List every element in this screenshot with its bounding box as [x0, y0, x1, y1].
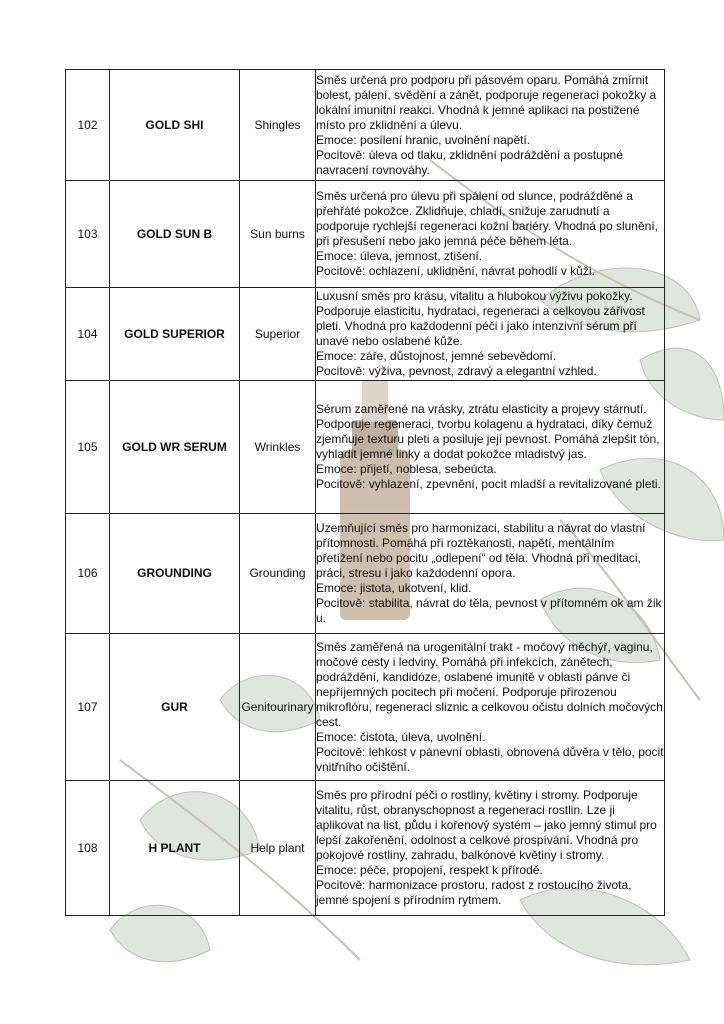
description-text: Směs určená pro podporu při pásovém oparu. Pomáhá zmírnit bolest, pálení, svědění a zánět, podporuje regeneraci pokožky a lokální imunitní reakci. Vhodná k jemné aplikaci na postižené místo pro zklidnění a úlevu. — [316, 72, 657, 132]
description-feelings: Pocitově: harmonizace prostoru, radost z rostoucího života, jemné spojení s přírodním rytmem. — [316, 878, 632, 907]
description-text: Podporuje elasticitu, hydrataci, regeneraci a celkovou zářivost pleti. Vhodná pro každodenní péči i jako intenzivní sérum pří unavé nebo oslabené kůže. — [316, 304, 645, 348]
description-emotions: Emoce: čistota, úleva, uvolnění. — [316, 729, 486, 744]
product-number: 106 — [66, 514, 110, 634]
product-description — [316, 381, 665, 514]
description-text: Uzemňující směs pro harmonizaci, stabilitu a návrat do vlastní přítomnosti. Pomáhá při roztěkanosti, napětí, mentálním přetížení nebo pocitu „odlepení“ od těla. Vhodná při meditaci, práci, stresu i jako každodenní opora. — [316, 521, 646, 580]
product-number: 104 — [66, 288, 110, 381]
product-name: GOLD SUPERIOR — [110, 288, 240, 381]
product-english-name: Shingles — [240, 70, 316, 181]
description-emotions: Emoce: úleva, jemnost, ztišení. — [316, 249, 483, 263]
table-row — [66, 381, 665, 514]
product-description — [316, 70, 665, 181]
product-number: 103 — [66, 181, 110, 288]
product-name: GUR — [110, 634, 240, 781]
description-emotions: Emoce: jistota, ukotvení, klid. — [316, 581, 472, 595]
table-row — [66, 634, 665, 781]
description-emotions: Emoce: posílení hranic, uvolnění napětí. — [316, 132, 531, 147]
product-english-name: Grounding — [240, 514, 316, 634]
description-feelings: Pocitově: vyhlazení, zpevnění, pocit mladší a revitalizované pleti. — [316, 477, 661, 491]
product-number: 105 — [66, 381, 110, 514]
description-feelings: Pocitově: úleva od tlaku, zklidnění podráždění a postupné navracení rovnováhy. — [316, 147, 623, 177]
product-name: GROUNDING — [110, 514, 240, 634]
product-description — [316, 514, 665, 634]
product-name: H PLANT — [110, 781, 240, 916]
product-description — [316, 634, 665, 781]
product-description — [316, 781, 665, 916]
description-feelings: Pocitově: stabilita, návrat do těla, pevnost v přítomném ok am žik u. — [316, 596, 662, 625]
product-number: 102 — [66, 70, 110, 181]
product-name: GOLD SUN B — [110, 181, 240, 288]
product-description — [316, 181, 665, 288]
product-english-name: Genitourinary — [240, 634, 316, 781]
description-emotions: Emoce: záře, důstojnost, jemné sebevědomí. — [316, 349, 557, 363]
description-feelings: Pocitově: výživa, pevnost, zdravý a elegantní vzhled. — [316, 364, 597, 378]
description-text: Směs pro přírodní péči o rostliny, květiny i stromy. Podporuje vitalitu, růst, obranyschopnost a regeneraci rostlin. Lze ji aplikovat na list, půdu i kořenový systém – jako jemný stimul pro lepší zakořenění, odolnost a celkové prospívání. Vhodná pro pokojové rostliny, zahradu, balkónové květiny i stromy. — [316, 788, 657, 862]
product-english-name: Wrinkles — [240, 381, 316, 514]
description-text: Podporuje regeneraci, tvorbu kolagenu a hydrataci, díky čemuž zjemňuje texturu pleti a posiluje její pevnost. Pomáhá zlepšit tón, vyhladit jemné linky a dodat pokožce mladistvý jas. — [316, 417, 660, 461]
product-english-name: Help plant — [240, 781, 316, 916]
product-table — [65, 69, 665, 916]
product-number: 107 — [66, 634, 110, 781]
table-row — [66, 70, 665, 181]
product-name: GOLD SHI — [110, 70, 240, 181]
description-emotions: Emoce: péče, propojení, respekt k přírodě. — [316, 863, 543, 877]
table-row — [66, 781, 665, 916]
table-row — [66, 288, 665, 381]
table-row — [66, 514, 665, 634]
product-english-name: Sun burns — [240, 181, 316, 288]
description-feelings: Pocitově: ochlazení, uklidnění, návrat pohodlí v kůži. — [316, 264, 595, 278]
description-feelings: Pocitově: lehkost v pánevní oblasti, obnovená důvěra v tělo, pocit vnitřního očištění. — [316, 744, 664, 774]
description-emotions: Emoce: přijetí, noblesa, sebeúcta. — [316, 462, 497, 476]
table-row — [66, 181, 665, 288]
description-text: Luxusní směs pro krásu, vitalitu a hlubokou výživu pokožky. — [316, 289, 633, 303]
description-text: Směs zaměřená na urogenitální trakt - močový měchýř, vaginu, močové cesty i ledviny. Pomáhá při infekcích, zánětech, podráždění, kandidóze, oslabené imunitě v oblasti pánve či nepříjemných pocitech při močení. Podporuje přirozenou mikroflóru, regeneraci sliznic a celkovou očistu dolních močových cest. — [316, 639, 663, 729]
product-description — [316, 288, 665, 381]
description-text: Sérum zaměřené na vrásky, ztrátu elasticity a projevy stárnutí. — [316, 402, 647, 416]
product-number: 108 — [66, 781, 110, 916]
description-text: Směs určená pro úlevu při spálení od slunce, podrážděné a přehřáté pokožce. Zklidňuje, chladí, snižuje zarudnutí a podporuje rychlejší regeneraci kožní bariéry. Vhodná po slunění, při přesušení nebo jako jemná péče během léta. — [316, 189, 658, 248]
product-name: GOLD WR SERUM — [110, 381, 240, 514]
product-english-name: Superior — [240, 288, 316, 381]
